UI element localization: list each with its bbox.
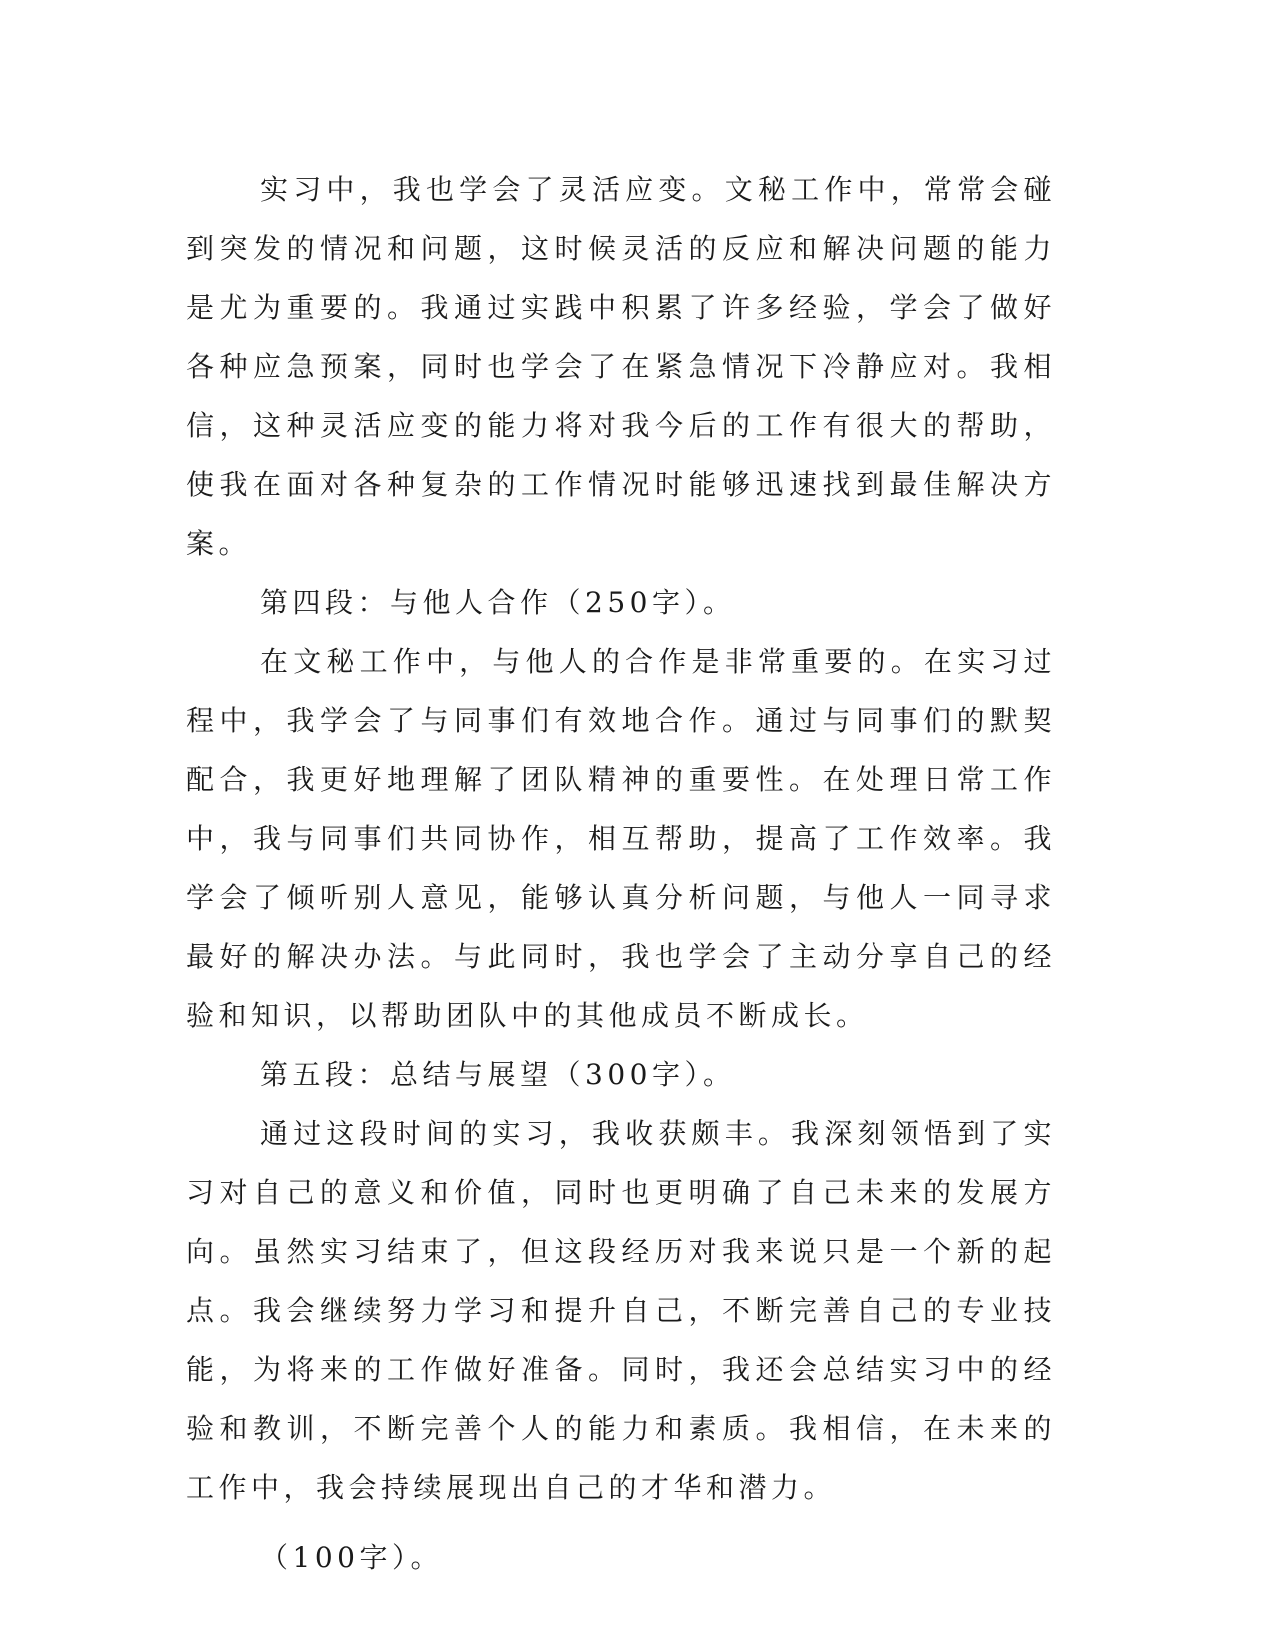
paragraph-summary: 通过这段时间的实习，我收获颇丰。我深刻领悟到了实习对自己的意义和价值，同时也更明确了自己未来的发展方向。虽然实习结束了，但这段经历对我来说只是一个新的起点。我会继续努力学习和提升自己，不断完善自己的专业技能，为将来的工作做好准备。同时，我还会总结实习中的经验和教训，不断完善个人的能力和素质。我相信，在未来的工作中，我会持续展现出自己的才华和潜力。 bbox=[186, 1117, 1056, 1504]
section-heading-summary: 第五段：总结与展望（300字）。 bbox=[260, 1058, 736, 1091]
paragraph-adaptability: 实习中，我也学会了灵活应变。文秘工作中，常常会碰到突发的情况和问题，这时候灵活的反应和解决问题的能力是尤为重要的。我通过实践中积累了许多经验，学会了做好各种应急预案，同时也学会了在紧急情况下冷静应对。我相信，这种灵活应变的能力将对我今后的工作有很大的帮助，使我在面对各种复杂的工作情况时能够迅速找到最佳解决方案。 bbox=[186, 173, 1056, 560]
section-heading-cooperation: 第四段：与他人合作（250字）。 bbox=[260, 586, 736, 619]
paragraph-cooperation: 在文秘工作中，与他人的合作是非常重要的。在实习过程中，我学会了与同事们有效地合作。通过与同事们的默契配合，我更好地理解了团队精神的重要性。在处理日常工作中，我与同事们共同协作，相互帮助，提高了工作效率。我学会了倾听别人意见，能够认真分析问题，与他人一同寻求最好的解决办法。与此同时，我也学会了主动分享自己的经验和知识，以帮助团队中的其他成员不断成长。 bbox=[186, 645, 1056, 1032]
word-count-note: （100字）。 bbox=[260, 1541, 443, 1574]
document-body bbox=[186, 160, 1056, 1587]
